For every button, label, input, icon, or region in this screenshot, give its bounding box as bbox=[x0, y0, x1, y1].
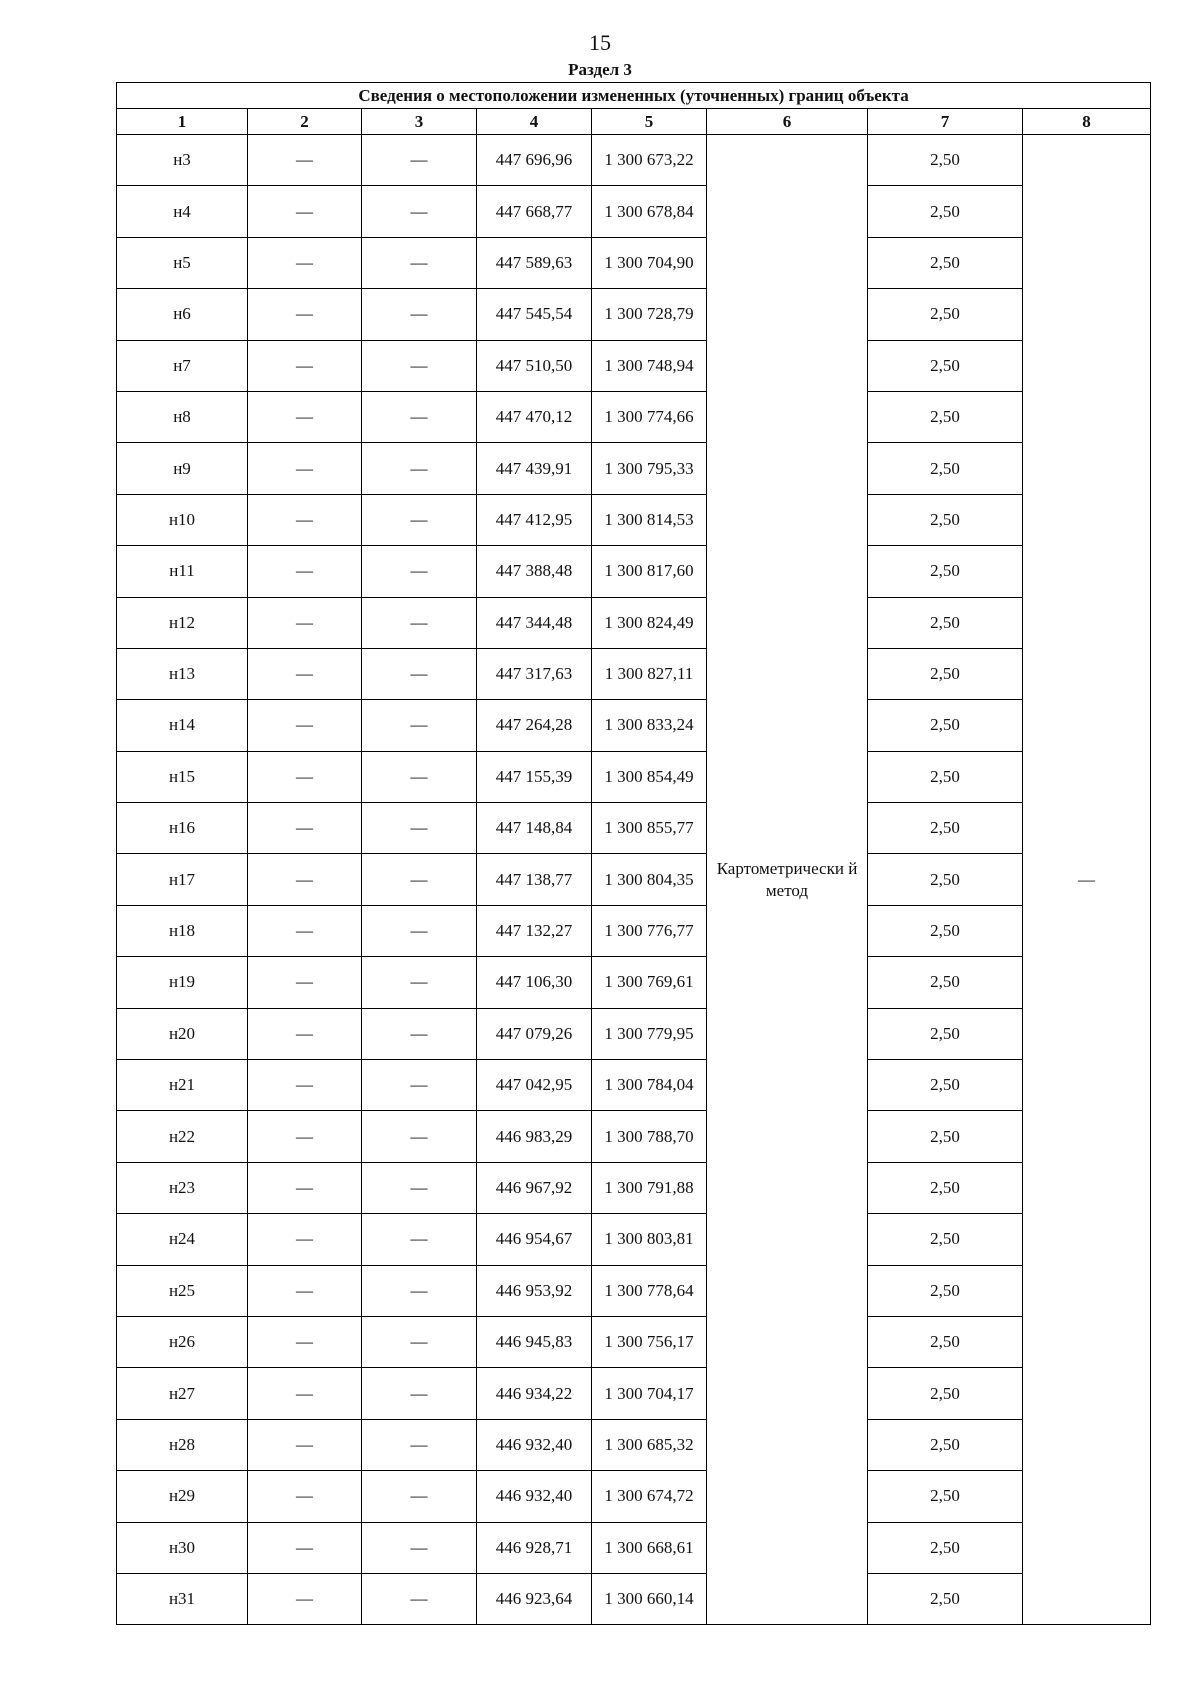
y-coordinate-cell: 1 300 833,24 bbox=[592, 700, 707, 751]
column-3-cell: — bbox=[362, 803, 477, 854]
table-body bbox=[117, 135, 1151, 1625]
y-coordinate-cell: 1 300 678,84 bbox=[592, 186, 707, 237]
accuracy-cell: 2,50 bbox=[868, 546, 1023, 597]
y-coordinate-cell: 1 300 769,61 bbox=[592, 957, 707, 1008]
point-cell: н30 bbox=[117, 1522, 248, 1573]
table-row bbox=[117, 186, 1151, 237]
accuracy-cell: 2,50 bbox=[868, 1419, 1023, 1470]
column-2-cell: — bbox=[248, 648, 362, 699]
table-row bbox=[117, 391, 1151, 442]
table-row bbox=[117, 1419, 1151, 1470]
table-row bbox=[117, 700, 1151, 751]
column-2-cell: — bbox=[248, 1316, 362, 1367]
table-row bbox=[117, 751, 1151, 802]
accuracy-cell: 2,50 bbox=[868, 1471, 1023, 1522]
point-cell: н5 bbox=[117, 237, 248, 288]
accuracy-cell: 2,50 bbox=[868, 1060, 1023, 1111]
point-cell: н11 bbox=[117, 546, 248, 597]
table-row bbox=[117, 443, 1151, 494]
x-coordinate-cell: 446 934,22 bbox=[477, 1368, 592, 1419]
table-row bbox=[117, 1368, 1151, 1419]
y-coordinate-cell: 1 300 827,11 bbox=[592, 648, 707, 699]
table-row bbox=[117, 854, 1151, 905]
accuracy-cell: 2,50 bbox=[868, 648, 1023, 699]
column-3-cell: — bbox=[362, 1573, 477, 1624]
x-coordinate-cell: 446 928,71 bbox=[477, 1522, 592, 1573]
y-coordinate-cell: 1 300 776,77 bbox=[592, 905, 707, 956]
column-2-cell: — bbox=[248, 494, 362, 545]
column-3-cell: — bbox=[362, 237, 477, 288]
x-coordinate-cell: 447 042,95 bbox=[477, 1060, 592, 1111]
column-3-cell: — bbox=[362, 546, 477, 597]
table-row bbox=[117, 597, 1151, 648]
table-row bbox=[117, 1522, 1151, 1573]
point-cell: н9 bbox=[117, 443, 248, 494]
column-2-cell: — bbox=[248, 135, 362, 186]
table-row bbox=[117, 803, 1151, 854]
accuracy-cell: 2,50 bbox=[868, 1368, 1023, 1419]
accuracy-cell: 2,50 bbox=[868, 1111, 1023, 1162]
x-coordinate-cell: 447 148,84 bbox=[477, 803, 592, 854]
column-3-cell: — bbox=[362, 340, 477, 391]
column-3-cell: — bbox=[362, 1214, 477, 1265]
table-row bbox=[117, 1316, 1151, 1367]
accuracy-cell: 2,50 bbox=[868, 1573, 1023, 1624]
method-cell: Картометрически й метод bbox=[707, 135, 868, 1625]
point-cell: н20 bbox=[117, 1008, 248, 1059]
column-3-cell: — bbox=[362, 391, 477, 442]
column-2-cell: — bbox=[248, 186, 362, 237]
column-3-cell: — bbox=[362, 494, 477, 545]
y-coordinate-cell: 1 300 854,49 bbox=[592, 751, 707, 802]
column-3-cell: — bbox=[362, 1316, 477, 1367]
point-cell: н19 bbox=[117, 957, 248, 1008]
column-number-2: 2 bbox=[248, 109, 362, 135]
y-coordinate-cell: 1 300 756,17 bbox=[592, 1316, 707, 1367]
accuracy-cell: 2,50 bbox=[868, 1265, 1023, 1316]
column-number-1: 1 bbox=[117, 109, 248, 135]
x-coordinate-cell: 447 470,12 bbox=[477, 391, 592, 442]
column-3-cell: — bbox=[362, 1419, 477, 1470]
point-cell: н29 bbox=[117, 1471, 248, 1522]
column-3-cell: — bbox=[362, 957, 477, 1008]
point-cell: н25 bbox=[117, 1265, 248, 1316]
table-row bbox=[117, 289, 1151, 340]
page-number: 15 bbox=[589, 30, 611, 55]
y-coordinate-cell: 1 300 784,04 bbox=[592, 1060, 707, 1111]
section-title: Раздел 3 bbox=[568, 60, 632, 79]
x-coordinate-cell: 446 983,29 bbox=[477, 1111, 592, 1162]
accuracy-cell: 2,50 bbox=[868, 700, 1023, 751]
x-coordinate-cell: 447 155,39 bbox=[477, 751, 592, 802]
table-row bbox=[117, 1008, 1151, 1059]
accuracy-cell: 2,50 bbox=[868, 289, 1023, 340]
point-cell: н10 bbox=[117, 494, 248, 545]
accuracy-cell: 2,50 bbox=[868, 443, 1023, 494]
column-2-cell: — bbox=[248, 1419, 362, 1470]
y-coordinate-cell: 1 300 803,81 bbox=[592, 1214, 707, 1265]
x-coordinate-cell: 446 953,92 bbox=[477, 1265, 592, 1316]
table-row bbox=[117, 1265, 1151, 1316]
point-cell: н4 bbox=[117, 186, 248, 237]
column-2-cell: — bbox=[248, 1573, 362, 1624]
point-cell: н21 bbox=[117, 1060, 248, 1111]
table-row bbox=[117, 1111, 1151, 1162]
column-3-cell: — bbox=[362, 854, 477, 905]
y-coordinate-cell: 1 300 668,61 bbox=[592, 1522, 707, 1573]
column-8-cell: — bbox=[1023, 135, 1151, 1625]
x-coordinate-cell: 447 106,30 bbox=[477, 957, 592, 1008]
column-3-cell: — bbox=[362, 905, 477, 956]
accuracy-cell: 2,50 bbox=[868, 340, 1023, 391]
point-cell: н24 bbox=[117, 1214, 248, 1265]
column-2-cell: — bbox=[248, 391, 362, 442]
x-coordinate-cell: 446 932,40 bbox=[477, 1471, 592, 1522]
y-coordinate-cell: 1 300 791,88 bbox=[592, 1162, 707, 1213]
point-cell: н13 bbox=[117, 648, 248, 699]
y-coordinate-cell: 1 300 804,35 bbox=[592, 854, 707, 905]
y-coordinate-cell: 1 300 788,70 bbox=[592, 1111, 707, 1162]
accuracy-cell: 2,50 bbox=[868, 1316, 1023, 1367]
column-2-cell: — bbox=[248, 905, 362, 956]
column-2-cell: — bbox=[248, 1060, 362, 1111]
column-3-cell: — bbox=[362, 648, 477, 699]
y-coordinate-cell: 1 300 673,22 bbox=[592, 135, 707, 186]
x-coordinate-cell: 447 132,27 bbox=[477, 905, 592, 956]
column-3-cell: — bbox=[362, 597, 477, 648]
column-2-cell: — bbox=[248, 1111, 362, 1162]
point-cell: н23 bbox=[117, 1162, 248, 1213]
y-coordinate-cell: 1 300 674,72 bbox=[592, 1471, 707, 1522]
column-3-cell: — bbox=[362, 443, 477, 494]
column-number-3: 3 bbox=[362, 109, 477, 135]
column-3-cell: — bbox=[362, 1471, 477, 1522]
column-3-cell: — bbox=[362, 700, 477, 751]
point-cell: н15 bbox=[117, 751, 248, 802]
column-2-cell: — bbox=[248, 1162, 362, 1213]
y-coordinate-cell: 1 300 704,17 bbox=[592, 1368, 707, 1419]
accuracy-cell: 2,50 bbox=[868, 854, 1023, 905]
table-row bbox=[117, 957, 1151, 1008]
accuracy-cell: 2,50 bbox=[868, 957, 1023, 1008]
point-cell: н3 bbox=[117, 135, 248, 186]
point-cell: н31 bbox=[117, 1573, 248, 1624]
y-coordinate-cell: 1 300 704,90 bbox=[592, 237, 707, 288]
y-coordinate-cell: 1 300 685,32 bbox=[592, 1419, 707, 1470]
column-2-cell: — bbox=[248, 1471, 362, 1522]
x-coordinate-cell: 447 412,95 bbox=[477, 494, 592, 545]
column-number-5: 5 bbox=[592, 109, 707, 135]
column-3-cell: — bbox=[362, 186, 477, 237]
point-cell: н28 bbox=[117, 1419, 248, 1470]
accuracy-cell: 2,50 bbox=[868, 803, 1023, 854]
column-3-cell: — bbox=[362, 1368, 477, 1419]
column-2-cell: — bbox=[248, 546, 362, 597]
x-coordinate-cell: 446 954,67 bbox=[477, 1214, 592, 1265]
point-cell: н16 bbox=[117, 803, 248, 854]
column-3-cell: — bbox=[362, 1008, 477, 1059]
column-number-7: 7 bbox=[868, 109, 1023, 135]
x-coordinate-cell: 447 439,91 bbox=[477, 443, 592, 494]
y-coordinate-cell: 1 300 774,66 bbox=[592, 391, 707, 442]
column-2-cell: — bbox=[248, 1265, 362, 1316]
y-coordinate-cell: 1 300 814,53 bbox=[592, 494, 707, 545]
y-coordinate-cell: 1 300 824,49 bbox=[592, 597, 707, 648]
y-coordinate-cell: 1 300 795,33 bbox=[592, 443, 707, 494]
y-coordinate-cell: 1 300 855,77 bbox=[592, 803, 707, 854]
table-row bbox=[117, 905, 1151, 956]
accuracy-cell: 2,50 bbox=[868, 1008, 1023, 1059]
point-cell: н12 bbox=[117, 597, 248, 648]
accuracy-cell: 2,50 bbox=[868, 597, 1023, 648]
column-2-cell: — bbox=[248, 854, 362, 905]
boundary-coordinates-table bbox=[116, 82, 1151, 1625]
column-3-cell: — bbox=[362, 1265, 477, 1316]
column-2-cell: — bbox=[248, 803, 362, 854]
x-coordinate-cell: 447 079,26 bbox=[477, 1008, 592, 1059]
column-2-cell: — bbox=[248, 957, 362, 1008]
point-cell: н17 bbox=[117, 854, 248, 905]
table-row bbox=[117, 237, 1151, 288]
accuracy-cell: 2,50 bbox=[868, 237, 1023, 288]
x-coordinate-cell: 447 668,77 bbox=[477, 186, 592, 237]
column-2-cell: — bbox=[248, 1214, 362, 1265]
y-coordinate-cell: 1 300 728,79 bbox=[592, 289, 707, 340]
accuracy-cell: 2,50 bbox=[868, 1522, 1023, 1573]
accuracy-cell: 2,50 bbox=[868, 391, 1023, 442]
column-2-cell: — bbox=[248, 1522, 362, 1573]
point-cell: н8 bbox=[117, 391, 248, 442]
column-2-cell: — bbox=[248, 597, 362, 648]
table-row bbox=[117, 1573, 1151, 1624]
column-2-cell: — bbox=[248, 443, 362, 494]
column-2-cell: — bbox=[248, 751, 362, 802]
accuracy-cell: 2,50 bbox=[868, 905, 1023, 956]
x-coordinate-cell: 447 388,48 bbox=[477, 546, 592, 597]
table-row bbox=[117, 1162, 1151, 1213]
column-2-cell: — bbox=[248, 237, 362, 288]
table-row bbox=[117, 546, 1151, 597]
y-coordinate-cell: 1 300 779,95 bbox=[592, 1008, 707, 1059]
point-cell: н27 bbox=[117, 1368, 248, 1419]
column-2-cell: — bbox=[248, 340, 362, 391]
x-coordinate-cell: 447 264,28 bbox=[477, 700, 592, 751]
point-cell: н6 bbox=[117, 289, 248, 340]
point-cell: н14 bbox=[117, 700, 248, 751]
x-coordinate-cell: 447 510,50 bbox=[477, 340, 592, 391]
y-coordinate-cell: 1 300 748,94 bbox=[592, 340, 707, 391]
accuracy-cell: 2,50 bbox=[868, 494, 1023, 545]
x-coordinate-cell: 446 967,92 bbox=[477, 1162, 592, 1213]
table-row bbox=[117, 1060, 1151, 1111]
column-3-cell: — bbox=[362, 289, 477, 340]
y-coordinate-cell: 1 300 817,60 bbox=[592, 546, 707, 597]
column-2-cell: — bbox=[248, 289, 362, 340]
accuracy-cell: 2,50 bbox=[868, 135, 1023, 186]
point-cell: н22 bbox=[117, 1111, 248, 1162]
column-2-cell: — bbox=[248, 1368, 362, 1419]
y-coordinate-cell: 1 300 778,64 bbox=[592, 1265, 707, 1316]
column-2-cell: — bbox=[248, 700, 362, 751]
column-3-cell: — bbox=[362, 751, 477, 802]
column-3-cell: — bbox=[362, 1522, 477, 1573]
y-coordinate-cell: 1 300 660,14 bbox=[592, 1573, 707, 1624]
column-3-cell: — bbox=[362, 1111, 477, 1162]
table-row bbox=[117, 1214, 1151, 1265]
column-2-cell: — bbox=[248, 1008, 362, 1059]
x-coordinate-cell: 446 945,83 bbox=[477, 1316, 592, 1367]
column-3-cell: — bbox=[362, 1060, 477, 1111]
accuracy-cell: 2,50 bbox=[868, 1214, 1023, 1265]
point-cell: н18 bbox=[117, 905, 248, 956]
x-coordinate-cell: 447 138,77 bbox=[477, 854, 592, 905]
table-row bbox=[117, 648, 1151, 699]
column-number-6: 6 bbox=[707, 109, 868, 135]
column-number-8: 8 bbox=[1023, 109, 1151, 135]
table-row bbox=[117, 340, 1151, 391]
x-coordinate-cell: 447 589,63 bbox=[477, 237, 592, 288]
table-row bbox=[117, 1471, 1151, 1522]
x-coordinate-cell: 447 317,63 bbox=[477, 648, 592, 699]
x-coordinate-cell: 447 545,54 bbox=[477, 289, 592, 340]
column-number-4: 4 bbox=[477, 109, 592, 135]
point-cell: н7 bbox=[117, 340, 248, 391]
accuracy-cell: 2,50 bbox=[868, 186, 1023, 237]
column-3-cell: — bbox=[362, 1162, 477, 1213]
x-coordinate-cell: 447 696,96 bbox=[477, 135, 592, 186]
point-cell: н26 bbox=[117, 1316, 248, 1367]
column-3-cell: — bbox=[362, 135, 477, 186]
accuracy-cell: 2,50 bbox=[868, 1162, 1023, 1213]
table-row bbox=[117, 135, 1151, 186]
x-coordinate-cell: 446 932,40 bbox=[477, 1419, 592, 1470]
x-coordinate-cell: 447 344,48 bbox=[477, 597, 592, 648]
x-coordinate-cell: 446 923,64 bbox=[477, 1573, 592, 1624]
accuracy-cell: 2,50 bbox=[868, 751, 1023, 802]
table-row bbox=[117, 494, 1151, 545]
table-caption: Сведения о местоположении измененных (уточненных) границ объекта bbox=[117, 83, 1151, 109]
